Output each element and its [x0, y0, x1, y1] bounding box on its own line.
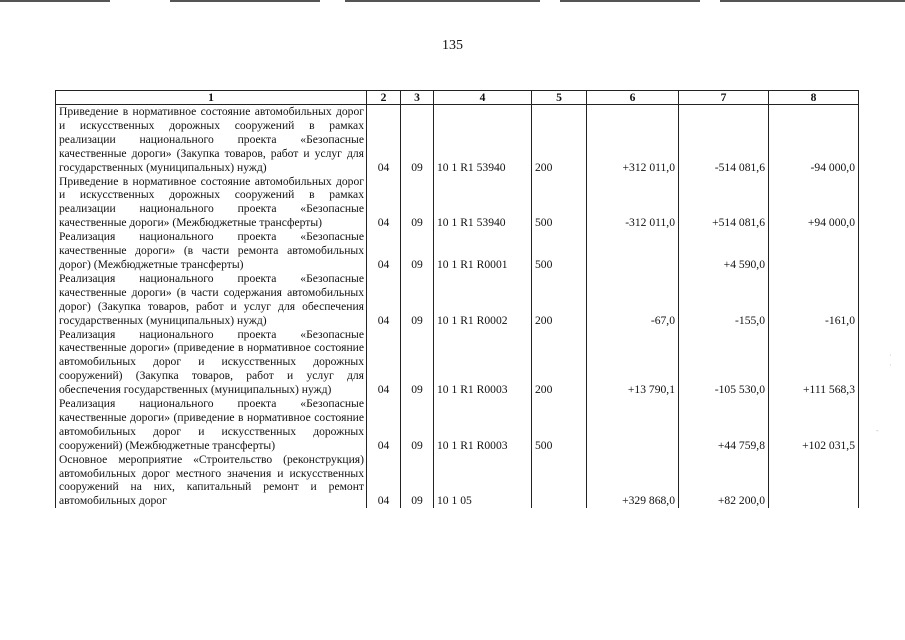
row-amount-col8: +111 568,3 [769, 328, 859, 398]
column-header: 2 [367, 91, 401, 105]
row-section: 04 [367, 230, 401, 272]
table-row [56, 230, 859, 272]
row-section: 04 [367, 397, 401, 453]
row-amount-col6: +13 790,1 [587, 328, 679, 398]
row-amount-col8: +94 000,0 [769, 175, 859, 231]
row-expense-type: 200 [532, 105, 587, 175]
column-header: 3 [401, 91, 434, 105]
row-target-code: 10 1 R1 R0001 [434, 230, 532, 272]
column-header: 1 [56, 91, 367, 105]
row-subsection: 09 [401, 397, 434, 453]
column-header: 5 [532, 91, 587, 105]
row-amount-col7: -514 081,6 [679, 105, 769, 175]
row-subsection: 09 [401, 105, 434, 175]
page-number: 135 [442, 38, 463, 53]
table-row [56, 272, 859, 328]
row-amount-col8: -161,0 [769, 272, 859, 328]
row-name: Основное мероприятие «Строительство (реконструкция) автомобильных дорог местного значения и искусственных сооружений на них, капитальный ремонт и ремонт автомобильных дорог [56, 453, 367, 509]
row-amount-col7: +514 081,6 [679, 175, 769, 231]
row-amount-col8: +102 031,5 [769, 397, 859, 453]
row-subsection: 09 [401, 453, 434, 509]
row-amount-col7: +44 759,8 [679, 397, 769, 453]
row-name: Реализация национального проекта «Безопасные качественные дороги» (приведение в нормативное состояние автомобильных дорог и искусственных дорожных сооружений) (Закупка товаров, работ и услуг для обеспечения государственных (муниципальных) нужд) [56, 328, 367, 398]
row-section: 04 [367, 453, 401, 509]
scan-edge-line [170, 0, 320, 2]
budget-table [55, 90, 859, 508]
column-header: 8 [769, 91, 859, 105]
row-amount-col8 [769, 230, 859, 272]
row-expense-type [532, 453, 587, 509]
column-header: 4 [434, 91, 532, 105]
row-subsection: 09 [401, 328, 434, 398]
table-row [56, 105, 859, 175]
row-subsection: 09 [401, 230, 434, 272]
row-name: Приведение в нормативное состояние автомобильных дорог и искусственных дорожных сооружений в рамках реализации национального проекта «Безопасные качественные дороги» (Межбюджетные трансферты) [56, 175, 367, 231]
row-name: Реализация национального проекта «Безопасные качественные дороги» (в части содержания автомобильных дорог) (Закупка товаров, работ и услуг для обеспечения государственных (муниципальных) нужд) [56, 272, 367, 328]
row-expense-type: 500 [532, 175, 587, 231]
row-amount-col6: +329 868,0 [587, 453, 679, 509]
row-target-code: 10 1 R1 R0003 [434, 328, 532, 398]
row-amount-col7: +82 200,0 [679, 453, 769, 509]
row-section: 04 [367, 328, 401, 398]
row-expense-type: 500 [532, 230, 587, 272]
scan-edge-line [560, 0, 700, 2]
scan-edge-line [0, 0, 110, 2]
row-amount-col8: -94 000,0 [769, 105, 859, 175]
row-amount-col6: -67,0 [587, 272, 679, 328]
row-section: 04 [367, 175, 401, 231]
scan-edge-line [720, 0, 905, 2]
row-target-code: 10 1 R1 R0003 [434, 397, 532, 453]
row-subsection: 09 [401, 175, 434, 231]
row-section: 04 [367, 105, 401, 175]
column-header: 6 [587, 91, 679, 105]
column-header: 7 [679, 91, 769, 105]
row-expense-type: 200 [532, 272, 587, 328]
row-expense-type: 500 [532, 397, 587, 453]
row-amount-col7: -105 530,0 [679, 328, 769, 398]
scan-speck: · [889, 361, 892, 370]
row-amount-col7: +4 590,0 [679, 230, 769, 272]
scan-speck: · [889, 351, 892, 360]
row-name: Приведение в нормативное состояние автомобильных дорог и искусственных дорожных сооружений в рамках реализации национального проекта «Безопасные качественные дороги» (Закупка товаров, работ и услуг для государственных (муниципальных) нужд) [56, 105, 367, 175]
row-name: Реализация национального проекта «Безопасные качественные дороги» (в части ремонта автомобильных дорог) (Межбюджетные трансферты) [56, 230, 367, 272]
row-target-code: 10 1 R1 53940 [434, 105, 532, 175]
row-target-code: 10 1 R1 R0002 [434, 272, 532, 328]
row-amount-col8 [769, 453, 859, 509]
table-header-row [56, 91, 859, 105]
row-amount-col6 [587, 397, 679, 453]
row-target-code: 10 1 R1 53940 [434, 175, 532, 231]
row-name: Реализация национального проекта «Безопасные качественные дороги» (приведение в нормативное состояние автомобильных дорог и искусственных дорожных сооружений) (Межбюджетные трансферты) [56, 397, 367, 453]
row-amount-col6 [587, 230, 679, 272]
scan-edge-line [345, 0, 540, 2]
table-row [56, 175, 859, 231]
scan-speck: - [876, 426, 879, 435]
row-target-code: 10 1 05 [434, 453, 532, 509]
row-amount-col7: -155,0 [679, 272, 769, 328]
table-row [56, 328, 859, 398]
row-section: 04 [367, 272, 401, 328]
row-subsection: 09 [401, 272, 434, 328]
row-expense-type: 200 [532, 328, 587, 398]
table-row [56, 397, 859, 453]
table-row [56, 453, 859, 509]
row-amount-col6: -312 011,0 [587, 175, 679, 231]
row-amount-col6: +312 011,0 [587, 105, 679, 175]
